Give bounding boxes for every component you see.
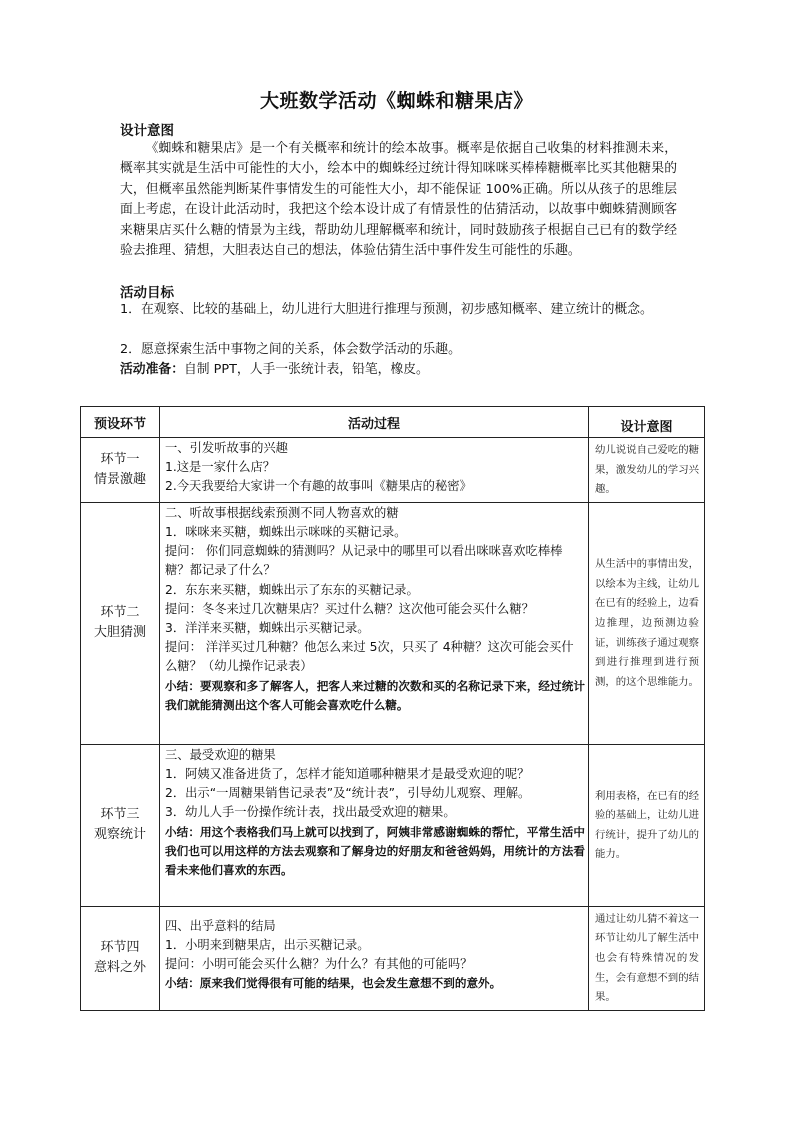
stage-name: 情景激趣 bbox=[93, 471, 146, 487]
stage-number: 环节三 bbox=[100, 807, 140, 823]
process-cell bbox=[160, 744, 589, 906]
process-line: 2.今天我要给大家讲一个有趣的故事叫《糖果店的秘密》 bbox=[165, 479, 472, 494]
page-title: 大班数学活动《蜘蛛和糖果店》 bbox=[259, 90, 533, 112]
stage-cell bbox=[81, 906, 160, 1010]
intent-cell: 通过让幼儿猜不着这一环节让幼儿了解生活中也会有特殊情况的发生，会有意想不到的结果。 bbox=[589, 906, 705, 1010]
process-line: 2．东东来买糖，蜘蛛出示了东东的买糖记录。 bbox=[165, 582, 419, 597]
design-intent-paragraph: 《蜘蛛和糖果店》是一个有关概率和统计的绘本故事。概率是依据自己收集的材料推测未来，概率其实就是生活中可能性的大小，绘本中的蜘蛛经过统计得知咪咪买棒棒糖概率比买其他糖果的大，但概率虽然能判断某件事情发生的可能性大小，却不能保证 100%正确。所以从孩子的思维层面上考虑，在设计此活动时，我把这个绘本设计成了有情景性的估猜活动，以故事中蜘蛛猜测顾客来糖果店买什么糖的情景为主线，帮助幼儿理解概率和统计，同时鼓励孩子根据自己已有的数学经验去推理、猜想，大胆表达自己的想法，体验估猜生活中事件发生可能性的乐趣。 bbox=[120, 141, 677, 259]
process-line: 1．咪咪来买糖，蜘蛛出示咪咪的买糖记录。 bbox=[165, 524, 407, 539]
header-process: 活动过程 bbox=[160, 407, 589, 438]
process-line: 一、引发听故事的兴趣 bbox=[165, 441, 288, 455]
table-row bbox=[81, 744, 705, 906]
stage-number: 环节一 bbox=[100, 451, 140, 467]
design-intent-heading: 设计意图 bbox=[120, 123, 174, 139]
summary-text: 小结：用这个表格我们马上就可以找到了，阿姨非常感谢蜘蛛的帮忙，平常生活中我们也可以用这样的方法去观察和了解身边的好朋友和爸爸妈妈，用统计的方法看看未来他们喜欢的东西。 bbox=[165, 824, 585, 877]
process-line: 1.这是一家什么店？ bbox=[165, 460, 276, 475]
activity-plan-table bbox=[80, 406, 705, 1011]
goal-item-2: 2．愿意探索生活中事物之间的关系，体会数学活动的乐趣。 bbox=[120, 342, 461, 357]
stage-number: 环节二 bbox=[100, 605, 140, 621]
table-row bbox=[81, 438, 705, 503]
process-line: 提问：小明可能会买什么糖？为什么？有其他的可能吗？ bbox=[165, 957, 473, 972]
intent-cell: 利用表格，在已有的经验的基础上，让幼儿进行统计，提升了幼儿的能力。 bbox=[589, 744, 705, 906]
table-header-row bbox=[81, 407, 705, 438]
process-line: 提问：冬冬来过几次糖果店？买过什么糖？这次他可能会买什么糖？ bbox=[165, 601, 534, 616]
process-line: 3．幼儿人手一份操作统计表，找出最受欢迎的糖果。 bbox=[165, 805, 456, 820]
process-cell bbox=[160, 438, 589, 503]
goals-heading: 活动目标 bbox=[120, 285, 174, 301]
preparation-line bbox=[120, 358, 429, 377]
process-line: 提问： 你们同意蜘蛛的猜测吗？从记录中的哪里可以看出咪咪喜欢吃棒棒糖？都记录了什么？ bbox=[165, 544, 563, 578]
intent-cell: 从生活中的事情出发，以绘本为主线，让幼儿在已有的经验上，边看边推理，边预测边验证，训练孩子通过观察到进行推理到进行预测，的这个思维能力。 bbox=[589, 502, 705, 744]
process-line: 1．小明来到糖果店，出示买糖记录。 bbox=[165, 937, 370, 952]
summary-text: 小结：原来我们觉得很有可能的结果，也会发生意想不到的意外。 bbox=[165, 976, 502, 991]
stage-name: 大胆猜测 bbox=[93, 625, 146, 641]
intent-cell: 幼儿说说自己爱吃的糖果，激发幼儿的学习兴趣。 bbox=[589, 438, 705, 503]
process-line: 2．出示“一周糖果销售记录表”及“统计表”，引导幼儿观察、理解。 bbox=[165, 786, 531, 801]
goal-item-1: 1．在观察、比较的基础上，幼儿进行大胆进行推理与预测，初步感知概率、建立统计的概念。 bbox=[120, 302, 653, 317]
stage-cell bbox=[81, 744, 160, 906]
header-stage: 预设环节 bbox=[81, 407, 160, 438]
stage-cell bbox=[81, 438, 160, 503]
table-row bbox=[81, 502, 705, 744]
stage-name: 意料之外 bbox=[93, 960, 146, 976]
preparation-label: 活动准备： bbox=[120, 362, 184, 377]
process-cell bbox=[160, 906, 589, 1010]
table-row bbox=[81, 906, 705, 1010]
process-cell bbox=[160, 502, 589, 744]
stage-name: 观察统计 bbox=[93, 827, 146, 843]
process-line: 三、最受欢迎的糖果 bbox=[165, 747, 276, 762]
process-line: 提问： 洋洋买过几种糖？他怎么来过 5次，只买了 4种糖？这次可能会买什么糖？（幼儿操作记录表） bbox=[165, 640, 574, 674]
process-line: 四、出乎意料的结局 bbox=[165, 918, 276, 933]
process-line: 1．阿姨又准备进货了，怎样才能知道哪种糖果才是最受欢迎的呢？ bbox=[165, 766, 530, 781]
summary-text: 小结：要观察和多了解客人，把客人来过糖的次数和买的名称记录下来，经过统计我们就能猜测出这个客人可能会喜欢吃什么糖。 bbox=[165, 678, 585, 712]
process-line: 二、听故事根据线索预测不同人物喜欢的糖 bbox=[165, 505, 399, 520]
stage-number: 环节四 bbox=[100, 940, 140, 956]
preparation-text: 自制 PPT，人手一张统计表，铅笔，橡皮。 bbox=[183, 362, 429, 377]
stage-cell bbox=[81, 502, 160, 744]
header-intent: 设计意图 bbox=[589, 407, 705, 438]
process-line: 3．洋洋来买糖，蜘蛛出示买糖记录。 bbox=[165, 621, 370, 635]
